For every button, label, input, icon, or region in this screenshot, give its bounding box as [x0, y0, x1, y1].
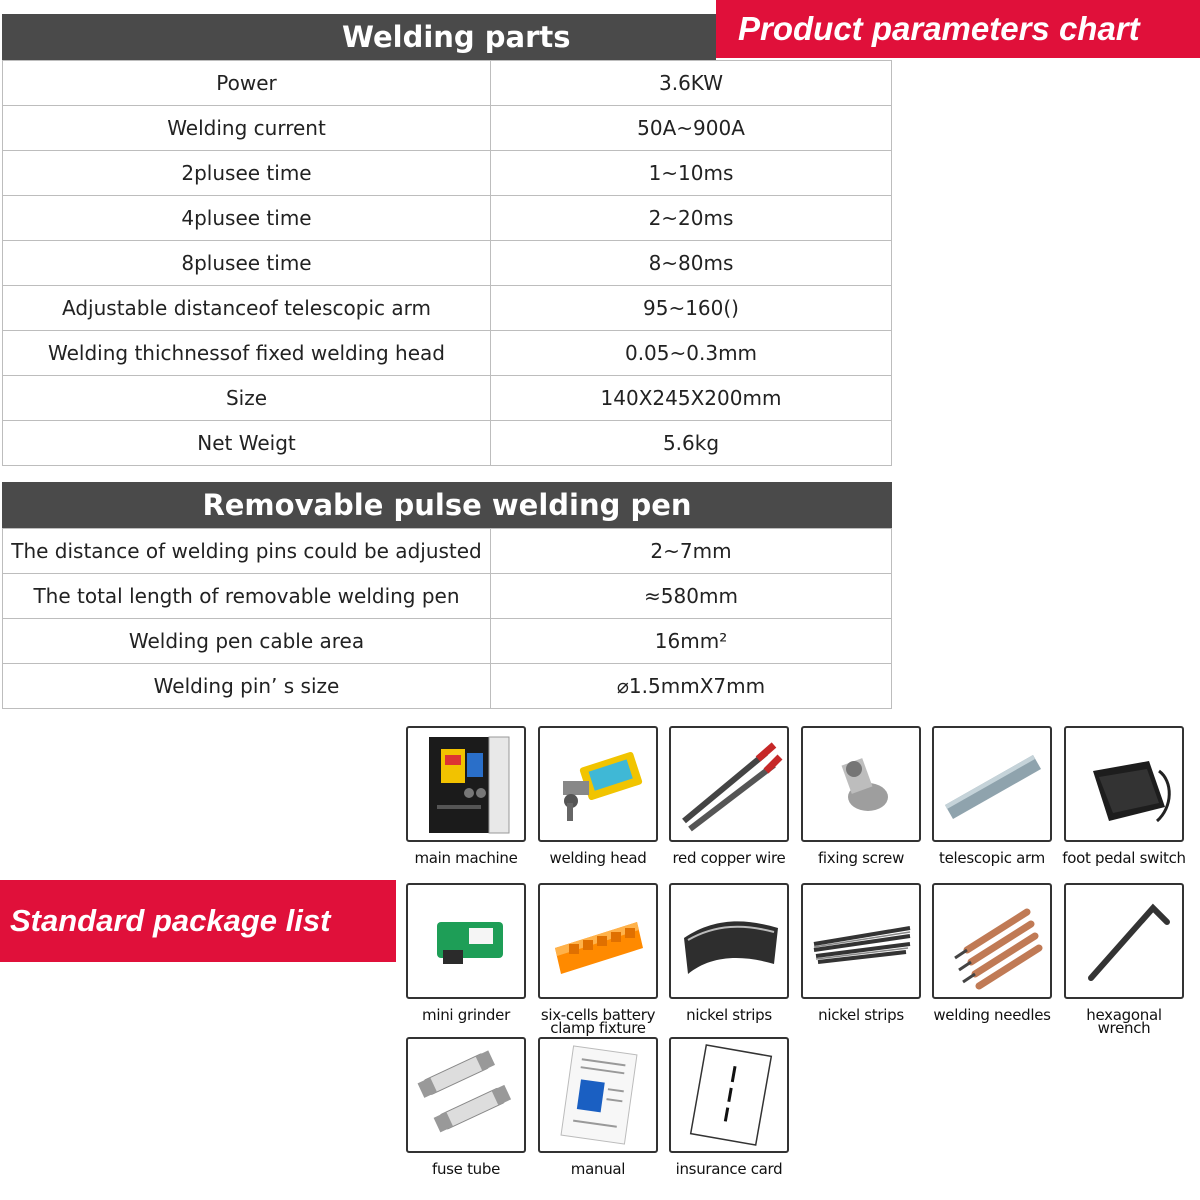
- welding-pen-value: 2~7mm: [491, 529, 892, 574]
- welding-needles-icon: [932, 883, 1052, 999]
- battery-clamp-icon: [538, 883, 658, 999]
- package-item: [406, 1037, 538, 1176]
- welding-pen-header: [2, 482, 892, 528]
- welding-parts-label: 4plusee time: [3, 196, 491, 241]
- welding-parts-value: 50A~900A: [491, 106, 892, 151]
- welding-pen-label: The total length of removable welding pen: [3, 574, 491, 619]
- package-item-label: telescopic arm: [939, 849, 1045, 867]
- welding-parts-value: 3.6KW: [491, 61, 892, 106]
- welding-parts-label: 2plusee time: [3, 151, 491, 196]
- welding-head-icon: [538, 726, 658, 842]
- fixing-screw-icon: [801, 726, 921, 842]
- mini-grinder-icon: [406, 883, 526, 999]
- welding-parts-row: [3, 196, 892, 241]
- package-item-label: insurance card: [675, 1160, 783, 1178]
- package-item-label: fixing screw: [817, 849, 905, 867]
- package-item: [801, 726, 933, 865]
- package-item-label: welding head: [549, 849, 647, 867]
- package-item: [406, 726, 538, 865]
- package-item: [1064, 883, 1196, 1035]
- nickel-strips-icon: [669, 883, 789, 999]
- standard-package-title: Standard package list: [10, 903, 331, 938]
- welding-pen-table: [2, 528, 892, 709]
- fuse-tube-icon: [406, 1037, 526, 1153]
- welding-parts-row: [3, 151, 892, 196]
- welding-pen-row: [3, 574, 892, 619]
- welding-parts-row: [3, 286, 892, 331]
- welding-parts-row: [3, 61, 892, 106]
- package-item-label: six-cells battery clamp fixture: [540, 1006, 656, 1037]
- package-item: [932, 883, 1064, 1022]
- package-item-label: fuse tube: [431, 1160, 501, 1178]
- package-item: [669, 883, 801, 1022]
- package-item: [538, 726, 670, 865]
- welding-parts-row: [3, 106, 892, 151]
- package-item-label: nickel strips: [686, 1006, 772, 1024]
- welding-parts-label: Welding thichnessof fixed welding head: [3, 331, 491, 376]
- welding-pen-title: Removable pulse welding pen: [202, 488, 692, 522]
- nickel-strips-bundle-icon: [801, 883, 921, 999]
- package-item-label: hexagonal wrench: [1086, 1006, 1162, 1037]
- welding-parts-header: [2, 14, 716, 60]
- welding-parts-label: Size: [3, 376, 491, 421]
- welding-pen-value: ⌀1.5mmX7mm: [491, 664, 892, 709]
- welding-parts-row: [3, 331, 892, 376]
- welding-parts-title: Welding parts: [342, 20, 571, 54]
- package-item: [406, 883, 538, 1022]
- package-item-label: main machine: [414, 849, 518, 867]
- welding-parts-table: [2, 60, 892, 466]
- welding-parts-row: [3, 241, 892, 286]
- welding-parts-value: 5.6kg: [491, 421, 892, 466]
- welding-parts-value: 95~160(): [491, 286, 892, 331]
- package-item: [801, 883, 933, 1022]
- welding-pen-label: Welding pin’ s size: [3, 664, 491, 709]
- product-parameters-banner: [716, 0, 1200, 58]
- manual-icon: [538, 1037, 658, 1153]
- welding-pen-row: [3, 619, 892, 664]
- welding-parts-value: 8~80ms: [491, 241, 892, 286]
- package-item-label: manual: [570, 1160, 626, 1178]
- welding-parts-label: Adjustable distanceof telescopic arm: [3, 286, 491, 331]
- main-machine-icon: [406, 726, 526, 842]
- hex-wrench-icon: [1064, 883, 1184, 999]
- welding-pen-value: ≈580mm: [491, 574, 892, 619]
- welding-pen-row: [3, 529, 892, 574]
- package-item-label: mini grinder: [422, 1006, 510, 1024]
- package-item-label: nickel strips: [818, 1006, 904, 1024]
- package-item-label: red copper wire: [672, 849, 786, 867]
- copper-wire-icon: [669, 726, 789, 842]
- welding-parts-label: Net Weigt: [3, 421, 491, 466]
- welding-pen-row: [3, 664, 892, 709]
- package-item: [932, 726, 1064, 865]
- welding-parts-value: 140X245X200mm: [491, 376, 892, 421]
- telescopic-arm-icon: [932, 726, 1052, 842]
- welding-pen-label: The distance of welding pins could be adjusted: [3, 529, 491, 574]
- welding-parts-row: [3, 376, 892, 421]
- package-item: [538, 883, 670, 1035]
- package-item: [1064, 726, 1196, 865]
- welding-pen-label: Welding pen cable area: [3, 619, 491, 664]
- welding-parts-label: 8plusee time: [3, 241, 491, 286]
- package-item: [669, 726, 801, 865]
- package-item-label: foot pedal switch: [1062, 849, 1186, 867]
- welding-parts-value: 2~20ms: [491, 196, 892, 241]
- welding-parts-row: [3, 421, 892, 466]
- package-item-label: welding needles: [933, 1006, 1051, 1024]
- welding-parts-value: 1~10ms: [491, 151, 892, 196]
- package-item: [669, 1037, 801, 1176]
- welding-parts-label: Power: [3, 61, 491, 106]
- product-parameters-title: Product parameters chart: [738, 10, 1140, 47]
- insurance-card-icon: [669, 1037, 789, 1153]
- standard-package-banner: [0, 880, 396, 962]
- welding-pen-value: 16mm²: [491, 619, 892, 664]
- package-item: [538, 1037, 670, 1176]
- welding-parts-value: 0.05~0.3mm: [491, 331, 892, 376]
- foot-pedal-icon: [1064, 726, 1184, 842]
- welding-parts-label: Welding current: [3, 106, 491, 151]
